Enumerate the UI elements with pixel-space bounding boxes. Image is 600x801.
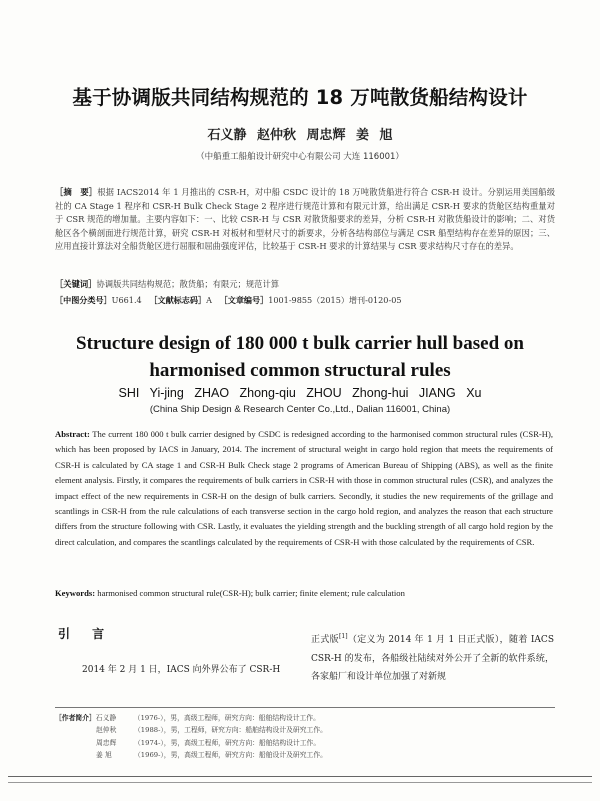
footnote-author-name: 姜 旭 — [96, 751, 112, 760]
document-code-label: ［文献标志码］ — [149, 295, 207, 305]
page-bottom-rule-secondary — [8, 782, 592, 783]
footnote-author-name: 石义静 — [95, 714, 117, 722]
body-text-left-column: 2014 年 2 月 1 日，IACS 向外界公布了 CSR-H — [82, 665, 281, 675]
class-number-label: ［中图分类号］ — [55, 295, 112, 305]
footnote-author-bio: （1974-），男，高级工程师，研究方向：船舶结构设计工作。 — [134, 738, 321, 747]
document-code: A — [206, 295, 212, 305]
chinese-abstract-text: 根据 IACS2014 年 1 月推出的 CSR-H，对中船 CSDC 设计的 18 万吨散货船进行符合 CSR-H 设计。分别运用美国船级社的 CA Stage 1 程序和 CSR-H Bulk Check Stage 2 程序进行规范计算和有限元计算，给出满足 CSR-H 要求的货舱区结构重量对于 CSR 规范的增加量。主要内容如下：一、比较 CSR-H 与 CSR 对散货船要求的差异，分析 CSR-H 对散货船设计的影响；二、对货舱区各个横剖面进行规范计算，研究 CSR-H 对板材和型材尺寸的新要求，分析各结构部位与满足 CSR 船型结构存在差异的原因；三、应用直接计算法对全船货舱区进行屈服和屈曲强度评估，比较基于 CSR-H 要求的计算结果与 CSR 要求结构尺寸存在的差异。 — [55, 187, 555, 252]
english-abstract-label: Abstract: — [55, 429, 90, 439]
footnote-author-bio: （1969-），男，高级工程师，研究方向：船舶设计及研究工作。 — [134, 751, 327, 760]
english-title: Structure design of 180 000 t bulk carrier hull based on harmonised common structural rules — [76, 333, 524, 381]
footnote-author-name: 周忠辉 — [96, 738, 117, 747]
article-number-label: ［文章编号］ — [219, 295, 269, 305]
section-heading-introduction: 引 言 — [58, 627, 105, 641]
page-bottom-rule — [8, 776, 592, 777]
footnote-row — [55, 737, 555, 749]
chinese-title: 基于协调版共同结构规范的 18 万吨散货船结构设计 — [72, 86, 528, 109]
english-affiliation: (China Ship Design & Research Center Co.,Ltd., Dalian 116001, China) — [149, 404, 451, 415]
reference-marker: [1] — [339, 633, 348, 640]
body-text-right-column — [311, 628, 554, 687]
chinese-keywords — [55, 278, 555, 290]
author-footnote — [55, 712, 555, 762]
english-keywords-label: Keywords: — [55, 588, 96, 598]
footnote-row — [55, 724, 555, 736]
chinese-authors: 石义静 赵仲秋 周忠辉 姜 旭 — [207, 128, 393, 143]
english-abstract — [55, 427, 553, 550]
footnote-author-bio: （1976-），男，高级工程师，研究方向：船舶结构设计工作。 — [133, 714, 320, 722]
chinese-affiliation: （中船重工船舶设计研究中心有限公司 大连 116001） — [196, 152, 404, 162]
footnote-divider — [55, 707, 555, 708]
article-number: 1001-9855（2015）增刊-0120-05 — [268, 295, 402, 305]
footnote-label: ［作者简介］ — [55, 714, 96, 722]
right-column-lead: 正式版 — [311, 635, 340, 645]
english-keywords-text: harmonised common structural rule(CSR-H); bulk carrier; finite element; rule calculation — [97, 588, 405, 598]
class-number: U661.4 — [111, 295, 142, 305]
footnote-author-name: 赵仲秋 — [96, 726, 117, 735]
english-abstract-text: The current 180 000 t bulk carrier designed by CSDC is redesigned according to the harmonised common structural rules (CSR-H), which has been proposed by IACS in January, 2014. The increment of structural weight in cargo hold region that meets the requirements of CSR-H is calculated by CA stage 1 and CSR-H Bulk Check stage 2 programs of American Bureau of Shipping (ABS), as well as the finite element analysis. Firstly, it compares the requirements of bulk carriers in CSR-H with those in common structural rules (CSR), and analyzes the impact effect of the new requirements in CSR-H on the design of bulk carriers. Secondly, it studies the new requirements of the grillage and scantlings in CSR-H from the rule calculations of each transverse section in the cargo hold region, and analyzes the reason that each structure differs from the structure following with CSR. Lastly, it evaluates the yielding strength and the buckling strength of all cargo hold region by the direct calculation, and compares the scantlings calculated by the requirements of CSR-H with those calculated by the requirements of CSR. — [55, 429, 554, 547]
chinese-keywords-text: 协调版共同结构规范；散货船；有限元；规范计算 — [96, 279, 280, 289]
footnote-author-bio: （1988-），男，工程师，研究方向：船舶结构设计及研究工作。 — [134, 726, 327, 735]
right-column-text: （定义为 2014 年 1 月 1 日正式版），随着 IACS CSR-H 的发布，各船级社陆续对外公开了全新的软件系统，各家船厂和设计单位加强了对新规 — [311, 635, 554, 682]
chinese-abstract-label: ［摘 要］ — [55, 187, 98, 197]
chinese-abstract — [55, 186, 555, 254]
english-keywords — [55, 588, 555, 598]
footnote-row — [55, 712, 555, 724]
english-authors: SHI Yi-jing ZHAO Zhong-qiu ZHOU Zhong-hui JIANG Xu — [118, 386, 482, 400]
chinese-keywords-label: ［关键词］ — [55, 279, 97, 289]
classification-line — [55, 295, 555, 306]
footnote-row — [55, 749, 555, 761]
